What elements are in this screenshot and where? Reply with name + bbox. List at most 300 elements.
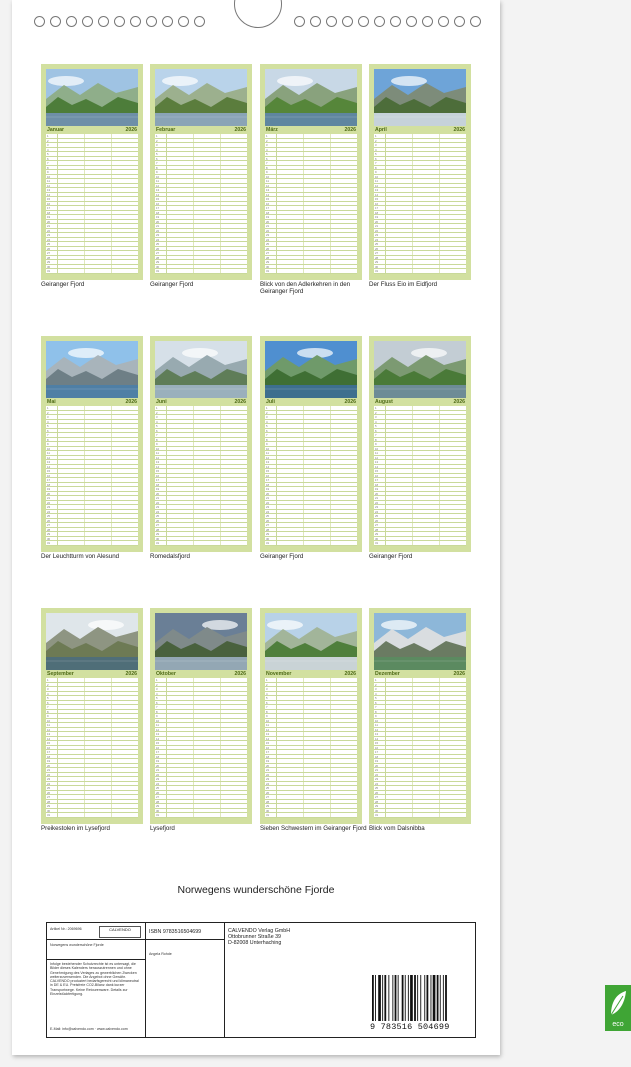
- month-year: 2026: [453, 398, 465, 405]
- day-number: 8: [374, 166, 386, 170]
- day-cell: [413, 251, 440, 255]
- day-cell: [167, 229, 194, 233]
- day-cell: [413, 415, 440, 419]
- day-cell: [331, 714, 357, 718]
- day-cell: [440, 215, 466, 219]
- day-number: 1: [155, 406, 167, 410]
- day-cell: [304, 197, 331, 201]
- day-cell: [331, 813, 357, 817]
- day-cell: [58, 202, 85, 206]
- day-cell: [221, 170, 247, 174]
- day-cell: [331, 238, 357, 242]
- day-cell: [277, 143, 304, 147]
- day-number: 29: [155, 532, 167, 536]
- day-cell: [221, 247, 247, 251]
- month-photo-icon: [46, 69, 138, 126]
- day-cell: [331, 152, 357, 156]
- day-number: 24: [46, 238, 58, 242]
- day-cell: [194, 166, 221, 170]
- day-cell: [277, 438, 304, 442]
- day-cell: [167, 211, 194, 215]
- day-number: 5: [374, 152, 386, 156]
- day-cell: [277, 184, 304, 188]
- day-number: 2: [155, 683, 167, 687]
- day-cell: [304, 777, 331, 781]
- day-number: 30: [374, 265, 386, 269]
- day-number: 17: [46, 206, 58, 210]
- day-number: 13: [374, 732, 386, 736]
- day-cell: [58, 692, 85, 696]
- month-name: April: [375, 126, 387, 133]
- binding-hole: [470, 16, 481, 27]
- day-cell: [85, 478, 112, 482]
- binding-hole: [390, 16, 401, 27]
- day-cell: [58, 746, 85, 750]
- day-cell: [112, 528, 138, 532]
- day-cell: [277, 170, 304, 174]
- day-cell: [413, 687, 440, 691]
- day-number: 9: [265, 442, 277, 446]
- day-number: 1: [374, 678, 386, 682]
- day-cell: [440, 465, 466, 469]
- day-cell: [112, 804, 138, 808]
- day-number: 8: [265, 438, 277, 442]
- day-cell: [440, 505, 466, 509]
- day-cell: [277, 188, 304, 192]
- day-number: 5: [265, 424, 277, 428]
- day-number: 17: [155, 206, 167, 210]
- day-cell: [440, 247, 466, 251]
- day-cell: [194, 483, 221, 487]
- day-cell: [386, 528, 413, 532]
- day-cell: [386, 800, 413, 804]
- day-cell: [167, 224, 194, 228]
- day-cell: [386, 134, 413, 138]
- day-cell: [331, 505, 357, 509]
- day-cell: [58, 433, 85, 437]
- day-cell: [386, 750, 413, 754]
- day-cell: [331, 188, 357, 192]
- day-cell: [221, 179, 247, 183]
- day-number: 15: [374, 469, 386, 473]
- day-cell: [440, 492, 466, 496]
- day-cell: [194, 442, 221, 446]
- day-cell: [112, 696, 138, 700]
- day-number: 19: [46, 487, 58, 491]
- day-number: 19: [155, 759, 167, 763]
- day-cell: [386, 260, 413, 264]
- month-year: 2026: [234, 670, 246, 677]
- barcode-icon: [370, 975, 466, 1021]
- day-number: 26: [265, 247, 277, 251]
- day-cell: [221, 541, 247, 545]
- day-cell: [277, 406, 304, 410]
- day-number: 3: [374, 143, 386, 147]
- day-cell: [277, 415, 304, 419]
- day-cell: [304, 683, 331, 687]
- day-number: 25: [265, 514, 277, 518]
- day-cell: [58, 782, 85, 786]
- day-cell: [331, 406, 357, 410]
- binding-hole: [438, 16, 449, 27]
- day-cell: [112, 687, 138, 691]
- day-cell: [112, 229, 138, 233]
- day-number: 7: [46, 433, 58, 437]
- day-cell: [277, 519, 304, 523]
- day-cell: [440, 438, 466, 442]
- day-cell: [194, 750, 221, 754]
- day-cell: [277, 233, 304, 237]
- month-photo-icon: [155, 341, 247, 398]
- day-cell: [112, 161, 138, 165]
- day-cell: [386, 705, 413, 709]
- day-cell: [440, 148, 466, 152]
- day-cell: [386, 143, 413, 147]
- day-cell: [85, 683, 112, 687]
- day-number: 27: [46, 523, 58, 527]
- day-grid: [265, 134, 357, 274]
- day-cell: [440, 251, 466, 255]
- day-cell: [221, 478, 247, 482]
- day-row: [374, 813, 466, 818]
- day-cell: [304, 505, 331, 509]
- day-cell: [386, 465, 413, 469]
- day-cell: [277, 791, 304, 795]
- day-cell: [386, 759, 413, 763]
- day-cell: [85, 496, 112, 500]
- day-number: 12: [374, 456, 386, 460]
- binding-hole: [50, 16, 61, 27]
- day-cell: [194, 777, 221, 781]
- day-grid: [46, 134, 138, 274]
- day-number: 12: [155, 184, 167, 188]
- day-cell: [413, 211, 440, 215]
- day-cell: [331, 269, 357, 273]
- day-number: 31: [265, 813, 277, 817]
- day-number: 29: [46, 260, 58, 264]
- day-cell: [58, 737, 85, 741]
- day-cell: [440, 719, 466, 723]
- day-number: 31: [155, 813, 167, 817]
- day-cell: [386, 786, 413, 790]
- day-cell: [194, 791, 221, 795]
- month-photo-icon: [155, 613, 247, 670]
- day-cell: [112, 442, 138, 446]
- day-cell: [167, 683, 194, 687]
- day-number: 13: [46, 460, 58, 464]
- day-cell: [413, 143, 440, 147]
- day-number: 25: [155, 242, 167, 246]
- day-number: 10: [265, 719, 277, 723]
- day-cell: [386, 269, 413, 273]
- day-number: 15: [155, 197, 167, 201]
- day-cell: [331, 483, 357, 487]
- day-cell: [413, 701, 440, 705]
- day-cell: [304, 211, 331, 215]
- month-photo: [265, 69, 357, 126]
- day-cell: [85, 420, 112, 424]
- day-cell: [413, 460, 440, 464]
- day-cell: [440, 456, 466, 460]
- day-cell: [221, 148, 247, 152]
- day-cell: [386, 220, 413, 224]
- day-cell: [331, 492, 357, 496]
- day-number: 24: [374, 782, 386, 786]
- day-cell: [221, 786, 247, 790]
- month-header: [155, 670, 247, 677]
- day-cell: [58, 220, 85, 224]
- day-number: 2: [374, 411, 386, 415]
- day-cell: [277, 242, 304, 246]
- day-number: 15: [46, 741, 58, 745]
- day-cell: [112, 202, 138, 206]
- day-cell: [440, 741, 466, 745]
- day-number: 21: [46, 224, 58, 228]
- day-cell: [277, 496, 304, 500]
- day-cell: [386, 197, 413, 201]
- day-cell: [221, 764, 247, 768]
- day-cell: [386, 777, 413, 781]
- day-cell: [277, 768, 304, 772]
- month-header: [265, 670, 357, 677]
- day-cell: [413, 804, 440, 808]
- day-number: 7: [155, 161, 167, 165]
- day-cell: [413, 537, 440, 541]
- day-number: 27: [265, 251, 277, 255]
- day-cell: [112, 170, 138, 174]
- day-cell: [277, 474, 304, 478]
- month-caption: Der Fluss Eio im Eidfjord: [369, 281, 438, 288]
- day-cell: [112, 483, 138, 487]
- day-cell: [277, 487, 304, 491]
- day-number: 19: [374, 215, 386, 219]
- month-caption: Geiranger Fjord: [369, 553, 413, 560]
- day-cell: [440, 764, 466, 768]
- day-cell: [112, 732, 138, 736]
- day-cell: [221, 501, 247, 505]
- day-cell: [112, 514, 138, 518]
- day-cell: [413, 179, 440, 183]
- day-cell: [277, 193, 304, 197]
- day-cell: [413, 791, 440, 795]
- day-cell: [386, 746, 413, 750]
- day-number: 20: [46, 492, 58, 496]
- day-cell: [58, 166, 85, 170]
- day-cell: [277, 202, 304, 206]
- day-number: 1: [265, 134, 277, 138]
- day-row: [374, 541, 466, 546]
- binding-hole: [326, 16, 337, 27]
- day-cell: [58, 438, 85, 442]
- binding-hole: [374, 16, 385, 27]
- day-cell: [221, 229, 247, 233]
- day-cell: [194, 809, 221, 813]
- day-cell: [58, 710, 85, 714]
- day-cell: [194, 469, 221, 473]
- month-caption: Der Leuchtturm von Alesund: [41, 553, 120, 560]
- day-cell: [58, 469, 85, 473]
- day-cell: [194, 719, 221, 723]
- day-cell: [167, 746, 194, 750]
- day-cell: [277, 719, 304, 723]
- day-cell: [112, 537, 138, 541]
- day-cell: [331, 260, 357, 264]
- day-cell: [58, 541, 85, 545]
- day-number: 11: [46, 451, 58, 455]
- day-number: 23: [265, 233, 277, 237]
- day-cell: [304, 175, 331, 179]
- day-cell: [194, 804, 221, 808]
- day-cell: [386, 152, 413, 156]
- day-cell: [277, 247, 304, 251]
- day-cell: [304, 411, 331, 415]
- day-grid: [374, 134, 466, 274]
- day-cell: [440, 188, 466, 192]
- day-cell: [304, 764, 331, 768]
- day-cell: [331, 710, 357, 714]
- day-cell: [413, 759, 440, 763]
- day-cell: [386, 242, 413, 246]
- day-cell: [85, 265, 112, 269]
- day-cell: [194, 460, 221, 464]
- day-number: 14: [374, 737, 386, 741]
- day-cell: [58, 148, 85, 152]
- day-cell: [85, 732, 112, 736]
- day-number: 7: [46, 705, 58, 709]
- day-cell: [221, 741, 247, 745]
- day-cell: [277, 683, 304, 687]
- day-cell: [386, 157, 413, 161]
- day-cell: [440, 737, 466, 741]
- day-cell: [167, 804, 194, 808]
- day-number: 6: [265, 701, 277, 705]
- day-cell: [386, 809, 413, 813]
- day-cell: [58, 523, 85, 527]
- day-cell: [413, 456, 440, 460]
- month-photo-icon: [46, 341, 138, 398]
- binding-hole: [66, 16, 77, 27]
- day-cell: [304, 804, 331, 808]
- month-name: Februar: [156, 126, 176, 133]
- day-cell: [440, 256, 466, 260]
- day-cell: [440, 238, 466, 242]
- day-cell: [304, 514, 331, 518]
- day-cell: [440, 755, 466, 759]
- month-year: 2026: [344, 398, 356, 405]
- day-number: 18: [46, 211, 58, 215]
- day-cell: [167, 411, 194, 415]
- day-cell: [58, 537, 85, 541]
- day-cell: [277, 501, 304, 505]
- author-name: Angela Rohde: [149, 952, 172, 956]
- day-cell: [167, 175, 194, 179]
- day-number: 23: [265, 505, 277, 509]
- month-card: [369, 64, 471, 280]
- day-cell: [331, 265, 357, 269]
- day-number: 28: [46, 800, 58, 804]
- day-cell: [440, 773, 466, 777]
- day-number: 21: [46, 496, 58, 500]
- day-cell: [277, 505, 304, 509]
- day-cell: [304, 193, 331, 197]
- day-cell: [167, 809, 194, 813]
- day-cell: [58, 755, 85, 759]
- day-cell: [194, 424, 221, 428]
- day-cell: [112, 197, 138, 201]
- day-cell: [277, 211, 304, 215]
- month-header: [265, 398, 357, 405]
- day-number: 11: [265, 723, 277, 727]
- day-number: 26: [46, 247, 58, 251]
- day-cell: [112, 764, 138, 768]
- day-cell: [85, 411, 112, 415]
- day-number: 26: [265, 519, 277, 523]
- day-cell: [440, 809, 466, 813]
- day-cell: [331, 193, 357, 197]
- day-cell: [194, 152, 221, 156]
- day-cell: [440, 415, 466, 419]
- day-cell: [58, 487, 85, 491]
- day-cell: [194, 732, 221, 736]
- day-number: 9: [46, 714, 58, 718]
- day-cell: [440, 714, 466, 718]
- day-number: 8: [265, 166, 277, 170]
- day-number: 23: [155, 505, 167, 509]
- day-cell: [221, 256, 247, 260]
- day-number: 17: [155, 478, 167, 482]
- day-cell: [304, 746, 331, 750]
- day-cell: [304, 447, 331, 451]
- day-cell: [194, 415, 221, 419]
- day-number: 2: [374, 683, 386, 687]
- day-cell: [221, 166, 247, 170]
- day-cell: [221, 139, 247, 143]
- day-cell: [277, 746, 304, 750]
- day-number: 28: [46, 528, 58, 532]
- day-cell: [277, 523, 304, 527]
- day-cell: [386, 768, 413, 772]
- day-number: 18: [155, 211, 167, 215]
- binding-hole: [194, 16, 205, 27]
- day-cell: [167, 148, 194, 152]
- day-cell: [194, 678, 221, 682]
- day-cell: [58, 696, 85, 700]
- article-number: Artikel Nr.: 2069696: [50, 927, 82, 931]
- day-cell: [386, 791, 413, 795]
- day-number: 6: [46, 157, 58, 161]
- day-cell: [85, 429, 112, 433]
- day-cell: [85, 510, 112, 514]
- day-cell: [194, 220, 221, 224]
- day-grid: [374, 678, 466, 818]
- day-cell: [277, 786, 304, 790]
- day-cell: [194, 438, 221, 442]
- day-cell: [58, 456, 85, 460]
- day-number: 3: [155, 687, 167, 691]
- day-cell: [221, 420, 247, 424]
- day-number: 6: [265, 429, 277, 433]
- day-cell: [304, 179, 331, 183]
- day-cell: [277, 773, 304, 777]
- day-number: 20: [265, 492, 277, 496]
- day-cell: [331, 220, 357, 224]
- day-cell: [221, 474, 247, 478]
- day-cell: [221, 206, 247, 210]
- day-cell: [167, 451, 194, 455]
- day-cell: [167, 532, 194, 536]
- day-cell: [413, 442, 440, 446]
- day-cell: [413, 433, 440, 437]
